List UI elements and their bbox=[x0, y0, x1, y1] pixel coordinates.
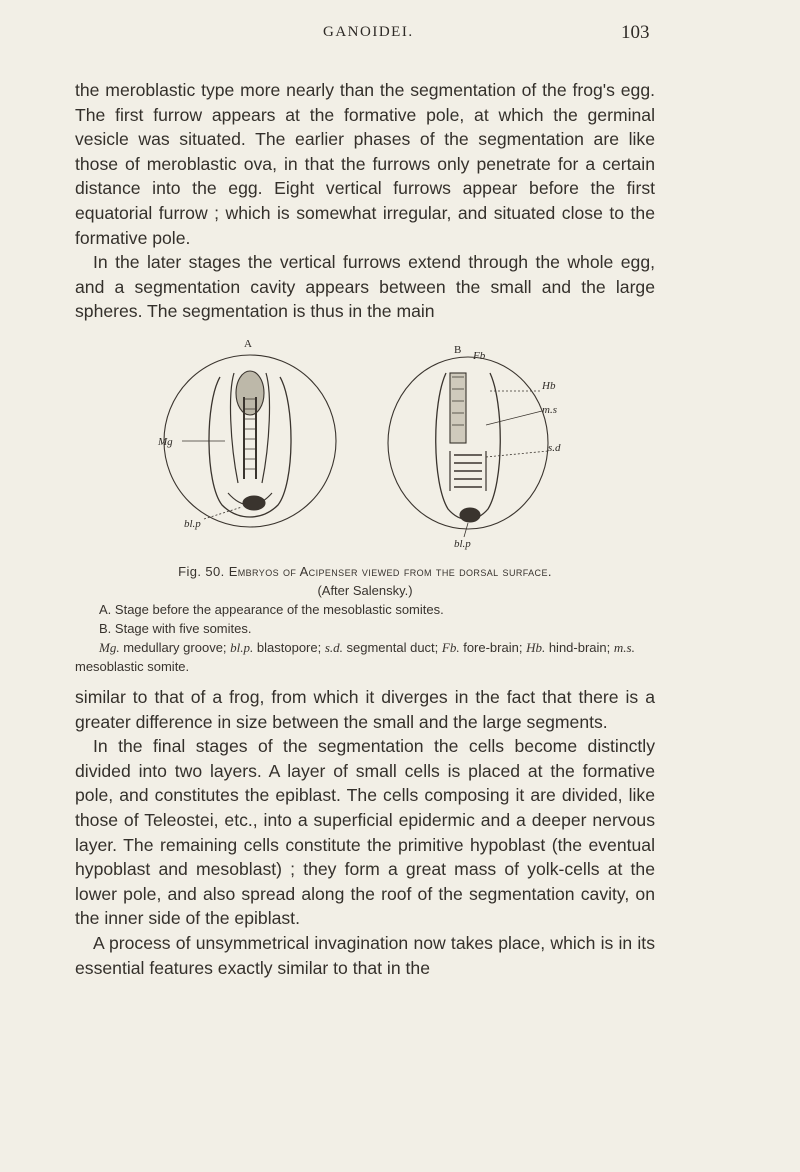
caption-item-key: B. bbox=[99, 621, 112, 636]
label-blp-a: bl.p bbox=[184, 518, 201, 530]
body-text-bottom bbox=[75, 685, 655, 980]
paragraph: similar to that of a frog, from which it diverges in the fact that there is a greater difference in size between the small and the large segments. bbox=[75, 687, 655, 732]
paragraph: In the later stages the vertical furrows extend through the whole egg, and a segmentation cavity appears between the small and the large spheres. The segmentation is thus in the main bbox=[75, 252, 655, 322]
figure-50 bbox=[150, 333, 630, 553]
blp-a-leader bbox=[204, 507, 242, 519]
paragraph: In the final stages of the segmentation the cells become distinctly divided into two layers. A layer of small cells is placed at the formative pole, and constitutes the epiblast. The cells composing it are divided, like those of Teleostei, etc., into a superficial epidermic and a deeper nervous layer. The remaining cells constitute the primitive hypoblast (the eventual hypoblast and mesoblast) ; they form a great mass of yolk-cells at the lower pole, and also spread along the roof of the segmentation cavity, on the inner side of the epiblast. bbox=[75, 736, 655, 929]
running-title: GANOIDEI. bbox=[323, 24, 414, 40]
caption-item-b bbox=[75, 619, 655, 638]
figure-caption bbox=[75, 562, 655, 676]
label-fb: Fb bbox=[473, 350, 486, 362]
sd-leader bbox=[486, 451, 548, 457]
legend-abbr: Hb. bbox=[526, 640, 546, 655]
caption-credit: (After Salensky.) bbox=[317, 583, 413, 598]
legend-abbr: Fb. bbox=[441, 640, 460, 655]
caption-item-text: Stage before the appearance of the mesoblastic somites. bbox=[114, 602, 444, 617]
caption-title: Embryos of Acipenser viewed from the dorsal surface. bbox=[228, 564, 552, 579]
label-hb: Hb bbox=[542, 380, 556, 392]
legend-text: hind-brain; bbox=[545, 640, 614, 655]
label-ms: m.s bbox=[542, 404, 557, 416]
paragraph: the meroblastic type more nearly than the segmentation of the frog's egg. The first furrow appears at the formative pole, at which the germinal vesicle was situated. The earlier phases of the segmentation are like those of meroblastic ova, in that the furrows only penetrate for a certain distance into the egg. Eight vertical furrows appear before the first equatorial furrow ; which is somewhat irregular, and situated close to the formative pole. bbox=[75, 80, 655, 248]
legend-text: medullary groove; bbox=[119, 640, 231, 655]
legend-abbr: bl.p. bbox=[230, 640, 254, 655]
legend-abbr: Mg. bbox=[99, 640, 120, 655]
panel-b-letter: B bbox=[454, 344, 462, 356]
label-sd: s.d bbox=[548, 442, 561, 454]
body-text-top bbox=[75, 78, 655, 324]
caption-item-text: Stage with five somites. bbox=[114, 621, 252, 636]
embryo-illustration bbox=[150, 333, 630, 553]
legend-text: blastopore; bbox=[253, 640, 325, 655]
label-blp-b: bl.p bbox=[454, 538, 471, 550]
legend-text: segmental duct; bbox=[342, 640, 442, 655]
label-mg: Mg bbox=[158, 436, 173, 448]
page-number: 103 bbox=[621, 22, 650, 43]
caption-item-key: A. bbox=[99, 602, 112, 617]
caption-legend bbox=[75, 638, 655, 676]
caption-heading bbox=[75, 562, 655, 581]
ms-leader bbox=[486, 411, 542, 425]
legend-abbr: m.s. bbox=[613, 640, 635, 655]
caption-item-a bbox=[75, 600, 655, 619]
panel-a-letter: A bbox=[244, 338, 252, 350]
legend-text: mesoblastic somite. bbox=[75, 659, 190, 674]
legend-abbr: s.d. bbox=[324, 640, 343, 655]
embryo-b bbox=[388, 357, 548, 529]
blp-b-leader bbox=[464, 523, 468, 537]
legend-text: fore-brain; bbox=[459, 640, 527, 655]
paragraph: A process of unsymmetrical invagination now takes place, which is in its essential features exactly similar to that in the bbox=[75, 932, 655, 978]
caption-fig-number: Fig. 50. bbox=[178, 564, 225, 579]
